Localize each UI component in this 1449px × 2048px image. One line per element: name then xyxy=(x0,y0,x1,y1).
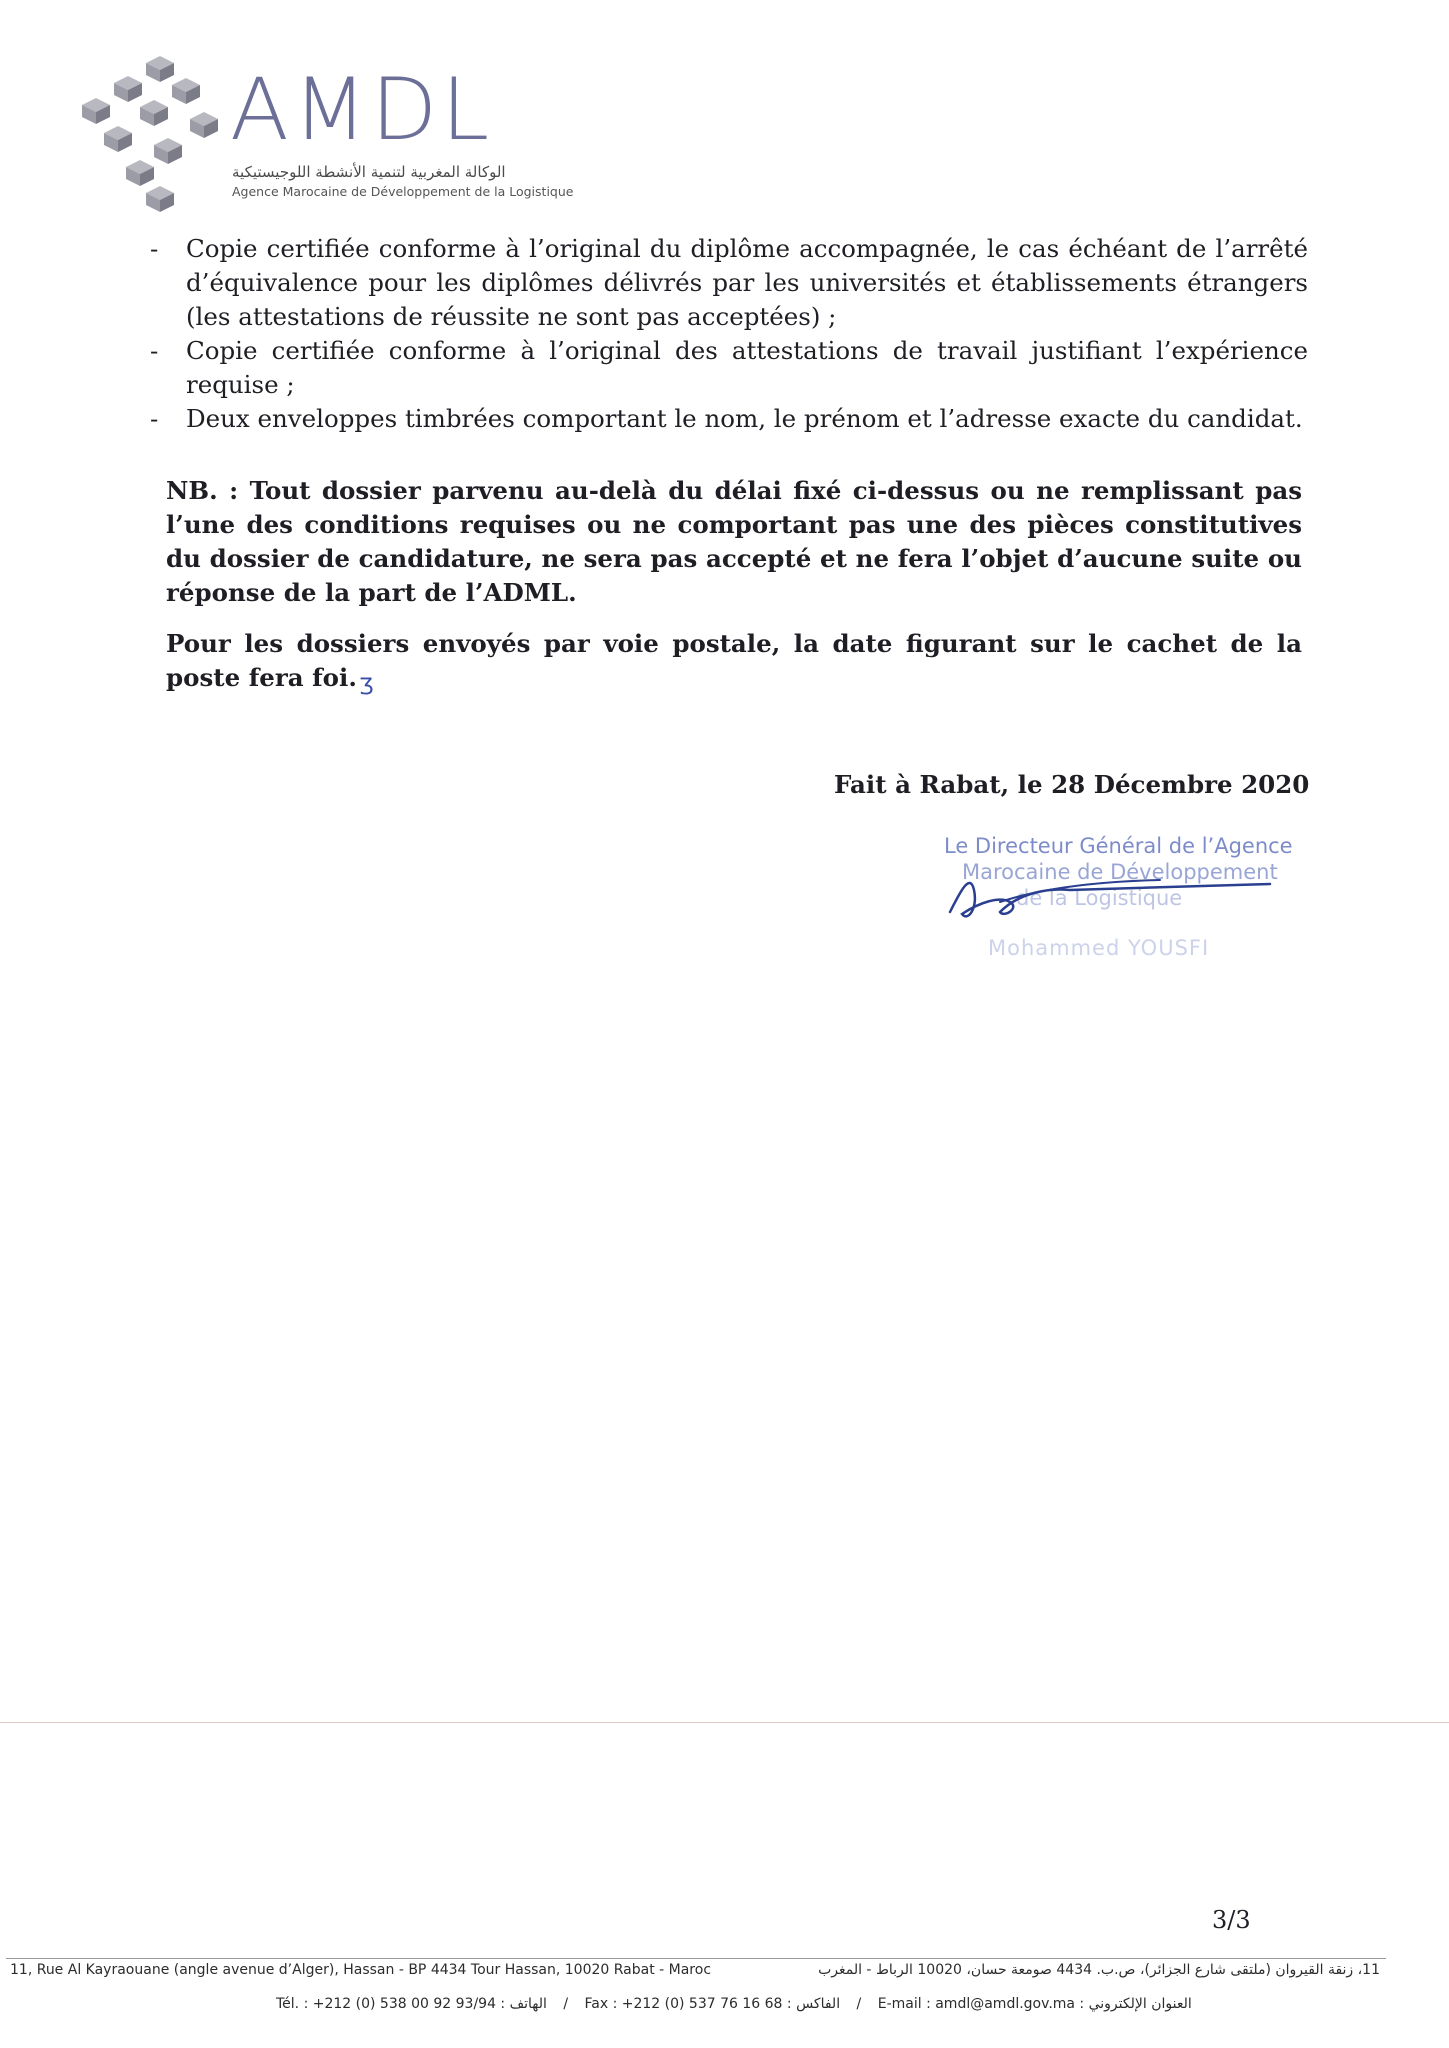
page-divider xyxy=(0,1722,1449,1723)
logo-arabic-name: الوكالة المغربية لتنمية الأنشطة اللوجيستيكية xyxy=(232,163,506,181)
stamp-title-line: de la Logistique xyxy=(1016,886,1183,910)
nb-paragraph: NB. : Tout dossier parvenu au-delà du délai fixé ci-dessus ou ne remplissant pas l’une des conditions requises ou ne comportant pas une des pièces constitutives du dossier de candidature, ne sera pas accepté et ne fera l’objet d’aucune suite ou réponse de la part de l’ADML. xyxy=(166,476,1302,607)
page-number: 3/3 xyxy=(1212,1906,1251,1934)
list-item-text: Deux enveloppes timbrées comportant le nom, le prénom et l’adresse exacte du candidat. xyxy=(186,404,1303,433)
bullet-dash: - xyxy=(150,234,159,263)
logo-wordmark: AMDL xyxy=(230,60,494,160)
amdl-logo xyxy=(80,55,600,215)
handwritten-signature-icon xyxy=(940,852,1280,932)
postal-note-paragraph xyxy=(166,627,1302,700)
director-stamp xyxy=(940,834,1293,974)
list-item-text: Copie certifiée conforme à l’original du diplôme accompagnée, le cas échéant de l’arrêté d’équivalence pour les diplômes délivrés par les universités et établissements étrangers (les attestations de réussite ne sont pas acceptées) ; xyxy=(186,234,1308,331)
handwritten-initial-icon: Ʒ xyxy=(358,675,374,700)
footer-rule xyxy=(6,1958,1386,1959)
footer-contact xyxy=(270,1996,1198,2012)
place-and-date: Fait à Rabat, le 28 Décembre 2020 xyxy=(834,770,1310,799)
footer-email: E-mail : amdl@amdl.gov.ma : العنوان الإلكتروني xyxy=(877,1996,1192,2012)
footer-address-ar: 11، زنقة القيروان (ملتقى شارع الجزائر)، ص.ب. 4434 صومعة حسان، 10020 الرباط - المغرب xyxy=(818,1962,1380,1978)
list-item xyxy=(148,232,1308,334)
stamp-name-line: Mohammed YOUSFI xyxy=(988,936,1210,960)
postal-note-text: Pour les dossiers envoyés par voie postale, la date figurant sur le cachet de la poste fera foi. xyxy=(166,629,1302,692)
footer-phone: Tél. : +212 (0) 538 00 92 93/94 : الهاتف xyxy=(276,1996,547,2012)
stamp-title-line: Le Directeur Général de l’Agence xyxy=(944,834,1293,858)
list-item xyxy=(148,402,1308,436)
list-item xyxy=(148,334,1308,402)
stamp-title-line: Marocaine de Développement xyxy=(962,860,1278,884)
footer-fax: Fax : +212 (0) 537 76 16 68 : الفاكس xyxy=(584,1996,841,2012)
logo-french-name: Agence Marocaine de Développement de la Logistique xyxy=(232,184,574,199)
bullet-dash: - xyxy=(150,404,159,433)
footer-separator: / xyxy=(856,1996,862,2012)
footer-address-fr: 11, Rue Al Kayraouane (angle avenue d’Alger), Hassan - BP 4434 Tour Hassan, 10020 Rabat - Maroc xyxy=(10,1962,712,1978)
footer-separator: / xyxy=(563,1996,569,2012)
bullet-dash: - xyxy=(150,336,159,365)
stacked-cubes-icon xyxy=(80,55,220,215)
required-documents-list xyxy=(148,232,1308,436)
list-item-text: Copie certifiée conforme à l’original des attestations de travail justifiant l’expérience requise ; xyxy=(186,336,1308,399)
